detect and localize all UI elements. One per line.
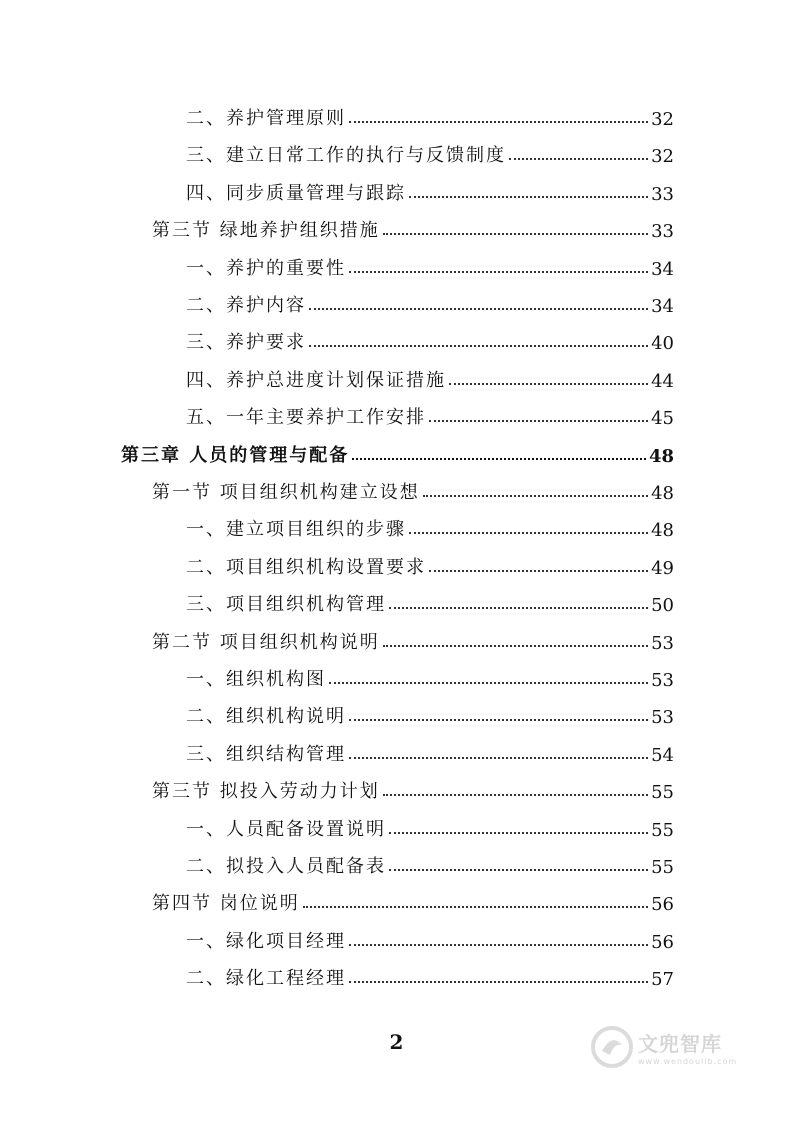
toc-dot-leader <box>509 158 648 160</box>
toc-dot-leader <box>303 906 648 908</box>
toc-entry-label: 第四节 岗位说明 <box>152 893 300 915</box>
toc-entry-label: 二、项目组织机构设置要求 <box>186 556 426 578</box>
toc-dot-leader <box>309 345 648 347</box>
toc-entry-page: 48 <box>651 520 674 542</box>
toc-item-entry[interactable] <box>186 549 674 579</box>
toc-dot-leader <box>383 794 648 796</box>
toc-entry-page: 40 <box>651 333 674 355</box>
toc-entry-label: 第二节 项目组织机构说明 <box>152 631 380 653</box>
toc-dot-leader <box>389 607 648 609</box>
toc-section-entry[interactable] <box>152 773 674 803</box>
toc-dot-leader <box>409 196 648 198</box>
toc-entry-label: 第一节 项目组织机构建立设想 <box>152 482 420 503</box>
toc-section-entry[interactable] <box>152 474 674 504</box>
page-number: 2 <box>389 1030 404 1054</box>
toc-entry-page: 57 <box>651 969 674 991</box>
toc-entry-label: 一、人员配备设置说明 <box>186 818 386 840</box>
toc-entry-page: 32 <box>651 146 674 168</box>
toc-entry-page: 55 <box>651 819 674 841</box>
toc-entry-page: 44 <box>651 370 674 392</box>
toc-dot-leader <box>349 719 648 721</box>
toc-entry-page: 56 <box>651 894 674 916</box>
toc-entry-page: 33 <box>651 183 674 205</box>
toc-dot-leader <box>349 121 648 123</box>
toc-dot-leader <box>409 532 648 534</box>
toc-entry-page: 45 <box>651 408 674 430</box>
toc-item-entry[interactable] <box>186 923 674 953</box>
toc-section-entry[interactable] <box>152 624 674 654</box>
toc-item-entry[interactable] <box>186 586 674 616</box>
toc-entry-label: 三、养护要求 <box>186 332 306 354</box>
toc-item-entry[interactable] <box>186 811 674 841</box>
toc-entry-label: 二、养护内容 <box>186 295 306 316</box>
toc-dot-leader <box>349 981 648 983</box>
toc-section-entry[interactable] <box>152 885 674 915</box>
toc-dot-leader <box>349 757 648 759</box>
toc-item-entry[interactable] <box>186 960 674 990</box>
toc-chapter-entry[interactable] <box>121 437 674 467</box>
toc-dot-leader <box>389 869 648 871</box>
toc-entry-label: 五、一年主要养护工作安排 <box>186 407 426 429</box>
toc-entry-page: 55 <box>651 857 674 878</box>
toc-entry-label: 二、养护管理原则 <box>186 108 346 129</box>
toc-entry-page: 49 <box>651 557 674 579</box>
toc-entry-page: 48 <box>648 445 674 467</box>
toc-dot-leader <box>429 570 648 572</box>
toc-entry-label: 二、组织机构说明 <box>186 706 346 728</box>
toc-item-entry[interactable] <box>186 848 674 878</box>
toc-entry-label: 三、项目组织机构管理 <box>186 594 386 616</box>
toc-item-entry[interactable] <box>186 250 674 280</box>
toc-entry-page: 53 <box>651 707 674 729</box>
toc-item-entry[interactable] <box>186 175 674 205</box>
toc-entry-page: 34 <box>651 296 674 317</box>
toc-entry-page: 32 <box>651 109 674 130</box>
toc-entry-page: 33 <box>651 221 674 243</box>
toc-dot-leader <box>429 420 648 422</box>
toc-entry-label: 第三节 拟投入劳动力计划 <box>152 781 380 803</box>
toc-dot-leader <box>352 458 646 460</box>
toc-dot-leader <box>309 308 648 310</box>
toc-entry-page: 54 <box>651 744 674 766</box>
toc-entry-page: 53 <box>651 670 674 691</box>
toc-entry-label: 四、同步质量管理与跟踪 <box>186 182 406 204</box>
toc-entry-label: 一、养护的重要性 <box>186 257 346 279</box>
toc-entry-page: 48 <box>651 483 674 504</box>
toc-dot-leader <box>449 383 648 385</box>
toc-entry-label: 第三节 绿地养护组织措施 <box>152 220 380 242</box>
toc-entry-page: 53 <box>651 632 674 654</box>
toc-dot-leader <box>423 495 648 497</box>
toc-dot-leader <box>383 233 648 235</box>
toc-entry-page: 55 <box>651 782 674 804</box>
toc-entry-label: 第三章 人员的管理与配备 <box>121 444 350 466</box>
toc-dot-leader <box>329 682 648 684</box>
toc-item-entry[interactable] <box>186 324 674 354</box>
toc-entry-label: 一、建立项目组织的步骤 <box>186 519 406 541</box>
toc-entry-label: 一、绿化项目经理 <box>186 930 346 952</box>
toc-item-entry[interactable] <box>186 399 674 429</box>
toc-entry-label: 一、组织机构图 <box>186 669 326 690</box>
watermark <box>590 1022 760 1072</box>
wendou-logo-icon <box>590 1025 634 1069</box>
toc-dot-leader <box>383 645 648 647</box>
toc-entry-page: 34 <box>651 258 674 280</box>
toc-entry-label: 二、绿化工程经理 <box>186 968 346 990</box>
toc-item-entry[interactable] <box>186 287 674 317</box>
toc-item-entry[interactable] <box>186 698 674 728</box>
toc-item-entry[interactable] <box>186 511 674 541</box>
toc-item-entry[interactable] <box>186 661 674 691</box>
toc-entry-page: 56 <box>651 931 674 953</box>
toc-dot-leader <box>349 271 648 273</box>
toc-entry-page: 50 <box>651 595 674 617</box>
watermark-url: www.wendoulib.com <box>638 1057 738 1066</box>
toc-entry-label: 三、组织结构管理 <box>186 743 346 765</box>
toc-entry-label: 二、拟投入人员配备表 <box>186 856 386 877</box>
toc-item-entry[interactable] <box>186 137 674 167</box>
toc-dot-leader <box>349 944 648 946</box>
toc-item-entry[interactable] <box>186 100 674 130</box>
toc-entry-label: 三、建立日常工作的执行与反馈制度 <box>186 145 506 167</box>
watermark-title: 文兜智库 <box>638 1032 722 1056</box>
toc-dot-leader <box>389 832 648 834</box>
toc-item-entry[interactable] <box>186 736 674 766</box>
toc-section-entry[interactable] <box>152 212 674 242</box>
toc-item-entry[interactable] <box>186 362 674 392</box>
toc-entry-label: 四、养护总进度计划保证措施 <box>186 369 446 391</box>
